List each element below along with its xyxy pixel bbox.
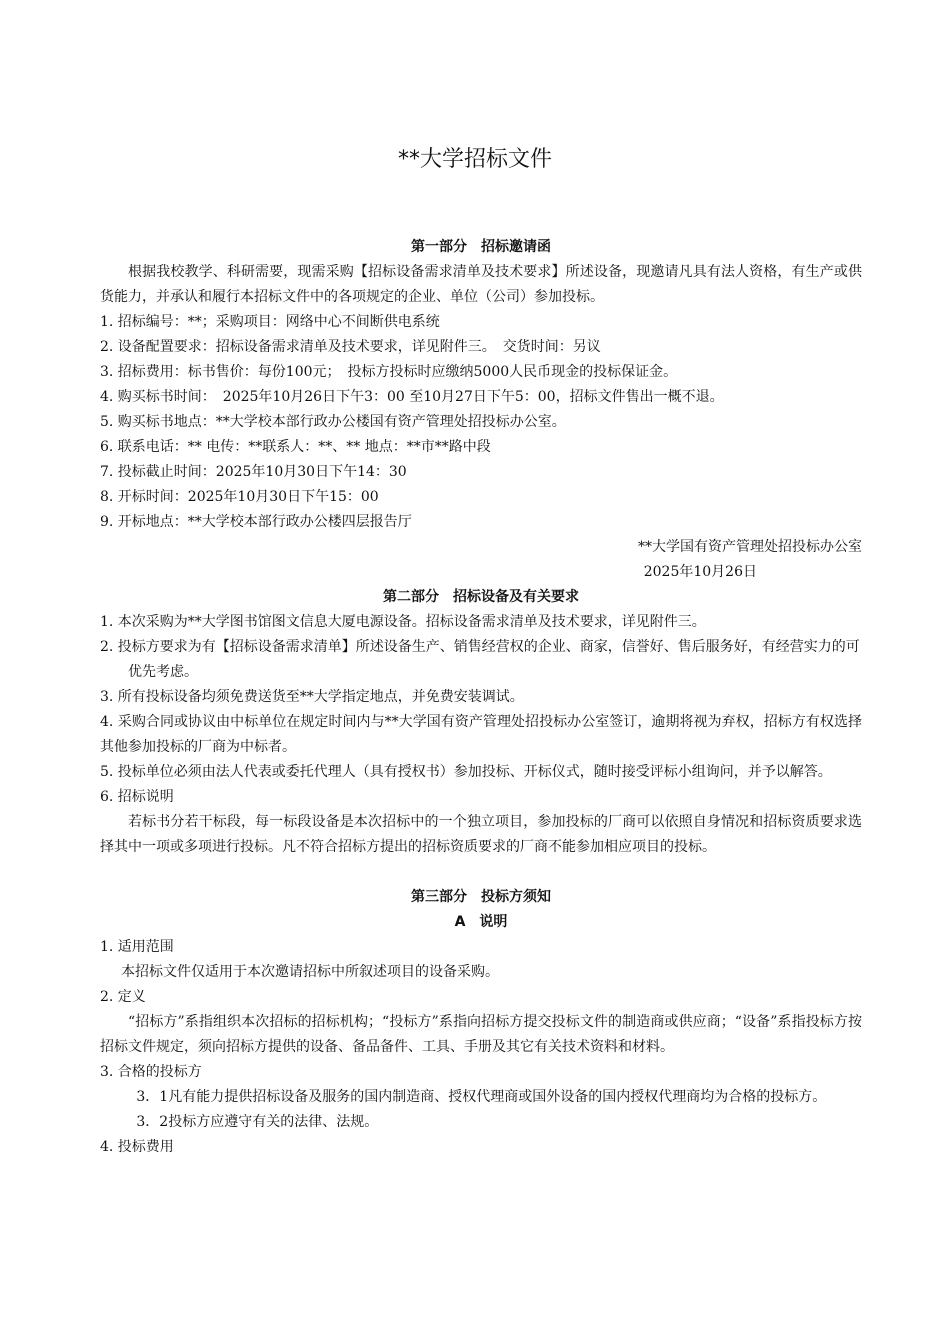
part1-item: 6. 联系电话：** 电传：**联系人：**、** 地点：**市**路中段 xyxy=(100,439,491,455)
part1-item: 5. 购买标书地点：**大学校本部行政办公楼国有资产管理处招投标办公室。 xyxy=(100,414,566,430)
spacer xyxy=(100,860,862,885)
part2-item: 1. 本次采购为**大学图书馆图文信息大厦电源设备。招标设备需求清单及技术要求，详见附件三。 xyxy=(100,614,706,630)
part1-intro: 根据我校教学、科研需要，现需采购【招标设备需求清单及技术要求】所述设备，现邀请凡具有法人资格，有生产或供货能力，并承认和履行本招标文件中的各项规定的企业、单位（公司）参加投标。 xyxy=(100,264,862,305)
section-text: 3．2投标方应遵守有关的法律、法规。 xyxy=(136,1114,379,1130)
part2-item: 5. 投标单位必须由法人代表或委托代理人（具有授权书）参加投标、开标仪式，随时接受评标小组询问，并予以解答。 xyxy=(100,764,832,780)
part1-item: 7. 投标截止时间：2025年10月30日下午14：30 xyxy=(100,464,407,480)
document-body xyxy=(100,235,862,1160)
section-title: 2. 定义 xyxy=(100,989,146,1005)
part3-heading: 第三部分 投标方须知 xyxy=(411,889,551,905)
part1-item: 1. 招标编号：**；采购项目：网络中心不间断供电系统 xyxy=(100,314,440,330)
part2-item: 4. 采购合同或协议由中标单位在规定时间内与**大学国有资产管理处招投标办公室签订，逾期将视为弃权，招标方有权选择其他参加投标的厂商为中标者。 xyxy=(100,714,862,755)
part2-item: 2. 投标方要求为有【招标设备需求清单】所述设备生产、销售经营权的企业、商家，信誉好、售后服务好，有经营实力的可优先考虑。 xyxy=(100,639,860,680)
part1-item: 3. 招标费用：标书售价：每份100元； 投标方投标时应缴纳5000人民币现金的投标保证金。 xyxy=(100,364,678,380)
section-text: 3．1凡有能力提供招标设备及服务的国内制造商、授权代理商或国外设备的国内授权代理商均为合格的投标方。 xyxy=(136,1089,827,1105)
section-title: 3. 合格的投标方 xyxy=(100,1064,202,1080)
part1-heading: 第一部分 招标邀请函 xyxy=(411,239,551,255)
section-text: “招标方”系指组织本次招标的招标机构；“投标方”系指向招标方提交投标文件的制造商或供应商；“设备”系指投标方按招标文件规定，须向招标方提供的设备、备品备件、工具、手册及其它有关技术资料和材料。 xyxy=(100,1014,862,1055)
part1-date: 2025年10月26日 xyxy=(643,564,757,580)
part2-item: 3. 所有投标设备均须免费送货至**大学指定地点，并免费安装调试。 xyxy=(100,689,524,705)
part1-item: 9. 开标地点：**大学校本部行政办公楼四层报告厅 xyxy=(100,514,412,530)
section-title: 4. 投标费用 xyxy=(100,1139,174,1155)
part1-item: 2. 设备配置要求：招标设备需求清单及技术要求，详见附件三。 交货时间：另议 xyxy=(100,339,601,355)
section-title: 1. 适用范围 xyxy=(100,939,174,955)
part1-item: 4. 购买标书时间： 2025年10月26日下午3：00 至10月27日下午5：00，招标文件售出一概不退。 xyxy=(100,389,724,405)
section-text: 本招标文件仅适用于本次邀请招标中所叙述项目的设备采购。 xyxy=(121,964,499,980)
part3-subheading: A 说明 xyxy=(454,914,508,930)
document-title: **大学招标文件 xyxy=(397,147,552,172)
part2-heading: 第二部分 招标设备及有关要求 xyxy=(383,589,579,605)
part2-note: 若标书分若干标段，每一标段设备是本次招标中的一个独立项目，参加投标的厂商可以依照自身情况和招标资质要求选择其中一项或多项进行投标。凡不符合招标方提出的招标资质要求的厂商不能参加相应项目的投标。 xyxy=(100,814,862,855)
part2-item: 6. 招标说明 xyxy=(100,789,174,805)
part1-signature: **大学国有资产管理处招投标办公室 xyxy=(638,539,862,555)
part1-item: 8. 开标时间：2025年10月30日下午15：00 xyxy=(100,489,379,505)
